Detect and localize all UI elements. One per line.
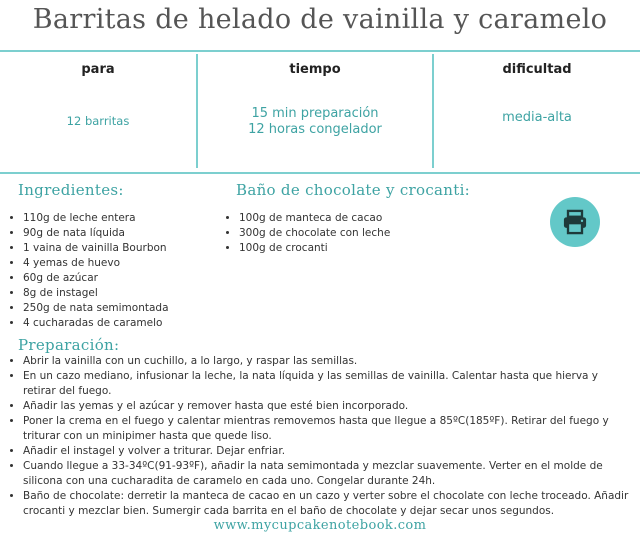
printer-icon: [561, 208, 589, 236]
list-item: • 100g de crocanti: [239, 241, 390, 256]
list-item: • Añadir las yemas y el azúcar y remover hasta que esté bien incorporado.: [23, 399, 633, 414]
ingredientes-title: Ingredientes:: [18, 181, 124, 199]
ingredientes-list: [6, 211, 169, 331]
list-item: • 60g de azúcar: [23, 271, 169, 286]
tiempo-congelador: 12 horas congelador: [248, 122, 382, 137]
list-item: • Poner la crema en el fuego y calentar mientras removemos hasta que llegue a 85ºC(185ºF). Retirar del fuego y triturar con un minipimer hasta que quede liso.: [23, 414, 633, 444]
preparacion-title: Preparación:: [18, 336, 120, 354]
list-item: • 110g de leche entera: [23, 211, 169, 226]
list-item: • Cuando llegue a 33-34ºC(91-93ºF), añadir la nata semimontada y mezclar suavemente. Verter en el molde de silicona con una cucharadita de caramelo en cada uno. Congelar durante 24h.: [23, 459, 633, 489]
list-item: • Abrir la vainilla con un cuchillo, a lo largo, y raspar las semillas.: [23, 354, 633, 369]
info-para: [0, 54, 196, 168]
list-item: • 100g de manteca de cacao: [239, 211, 390, 226]
list-item: • 90g de nata líquida: [23, 226, 169, 241]
divider-bottom: [0, 172, 640, 174]
dificultad-value: media-alta: [502, 110, 572, 125]
list-item: • 8g de instagel: [23, 286, 169, 301]
tiempo-value: [198, 106, 432, 138]
print-button[interactable]: [550, 197, 600, 247]
bano-title: Baño de chocolate y crocanti:: [236, 181, 471, 199]
tiempo-label: tiempo: [289, 62, 341, 77]
preparacion-list: [6, 354, 633, 519]
dificultad-label: dificultad: [502, 62, 572, 77]
list-item: • 4 yemas de huevo: [23, 256, 169, 271]
list-item: • Añadir el instagel y volver a triturar. Dejar enfriar.: [23, 444, 633, 459]
footer-link[interactable]: www.mycupcakenotebook.com: [213, 518, 427, 533]
tiempo-preparacion: 15 min preparación: [251, 106, 379, 121]
list-item: • 1 vaina de vainilla Bourbon: [23, 241, 169, 256]
info-tiempo: [198, 54, 432, 168]
divider-top: [0, 50, 640, 52]
list-item: • Baño de chocolate: derretir la manteca de cacao en un cazo y verter sobre el chocolate con leche troceado. Añadir crocanti y mezclar bien. Sumergir cada barrita en el baño de chocolate y dejar secar unos segundos.: [23, 489, 633, 519]
para-value: 12 barritas: [66, 114, 130, 128]
list-item: • 4 cucharadas de caramelo: [23, 316, 169, 331]
recipe-title: Barritas de helado de vainilla y caramelo: [32, 4, 608, 35]
info-dificultad: [434, 54, 640, 168]
list-item: • En un cazo mediano, infusionar la leche, la nata líquida y las semillas de vainilla. Calentar hasta que hierva y retirar del fuego.: [23, 369, 633, 399]
list-item: • 300g de chocolate con leche: [239, 226, 390, 241]
para-label: para: [81, 62, 115, 77]
bano-list: [222, 211, 390, 256]
list-item: • 250g de nata semimontada: [23, 301, 169, 316]
